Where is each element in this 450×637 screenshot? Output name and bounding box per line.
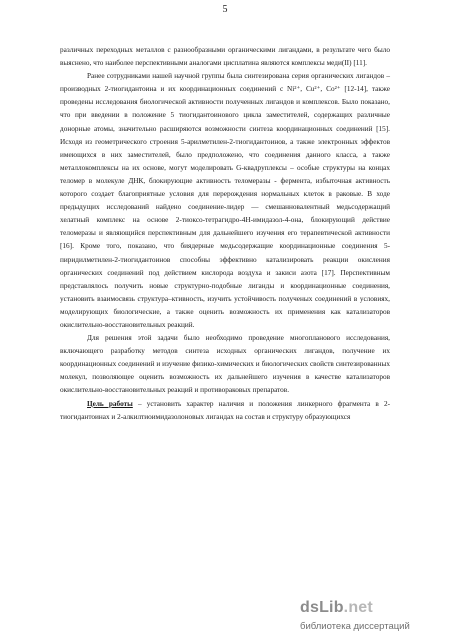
paragraph-4 xyxy=(60,398,390,424)
dslib-logo xyxy=(300,599,373,617)
watermark xyxy=(300,599,450,637)
paragraph-2: Ранее сотрудниками нашей научной группы была синтезирована серия органических лигандов – производных 2-тиогидантоина и их координационных соединений с Ni²⁺, Cu²⁺, Co²⁺ [12-14], также проведены исследования биологической активности полученных лигандов и комплексов. Было показано, что при введении в положение 5 тиогидантоинового цикла заместителей, содержащих различные донорные атомы, значительно расширяются возможности синтеза координационных соединений [15]. Исходя из геометрического строения 5-арилметилен-2-тиогидантоинов, а также электронных эффектов имеющихся в них заместителей, было предположено, что соединения данного класса, а также металлокомплексы на их основе, могут моделировать G-квадруплексы – особые структуры на концах теломер в молекуле ДНК, блокирующие активность теломеразы - фермента, избыточная активность которого создает благоприятные условия для перерождения нормальных клеток в раковые. В ходе предыдущих исследований найдено соединение-лидер — смешанновалентный медьсодержащий хелатный комплекс на основе 2-тиоксо-тетрагидро-4H-имидазол-4-она, блокирующий действие теломеразы и являющийся перспективным для дальнейшего изучения его терапевтической активности [16]. Кроме того, показано, что биядерные медьсодержащие координационные соединения 5-пиридилметилен-2-тиогидантоинов способны эффективно катализировать реакции окисления органических соединений под действием кислорода воздуха и закиси азота [17]. Перспективным представлялось получить новые структурно-подобные лиганды и координационные соединения, установить взаимосвязь структура–ктивность, изучить устойчивость полученых соединений в условиях, моделирующих биологические, а также оценить возможность их применения как катализаторов окислительно-восстановительных реакций. xyxy=(60,72,390,329)
paragraph-3: Для решения этой задачи было необходимо проведение многопланового исследования, включающего разработку методов синтеза исходных органических лигандов, получение их координационных соединений и изучение физико-химических и биологических свойств синтезированных молекул, позволяющее оценить возможность их дальнейшего изучения в качестве катализаторов окислительно-восстановительных реакций и противораковых препаратов. xyxy=(60,334,390,395)
aim-label: Цель работы xyxy=(87,399,133,408)
paragraph-1: различных переходных металлов с разнообразными органическими лигандами, в результате чего было выяснено, что наиболее перспективными аналогами цисплатина являются комплексы меди(II) [11]. xyxy=(60,46,390,68)
logo-domain: .net xyxy=(343,599,373,616)
logo-text: dsLib xyxy=(300,599,344,616)
document-body xyxy=(60,44,390,424)
watermark-subtitle: библиотека диссертаций xyxy=(300,621,410,632)
page-number: 5 xyxy=(222,4,228,15)
aim-text: – установить характер наличия и положения линкерного фрагмента в 2-тиогидантоинах и 2-алкилтиоимидазолоновых лигандах на состав и структуру образующихся xyxy=(60,399,390,421)
